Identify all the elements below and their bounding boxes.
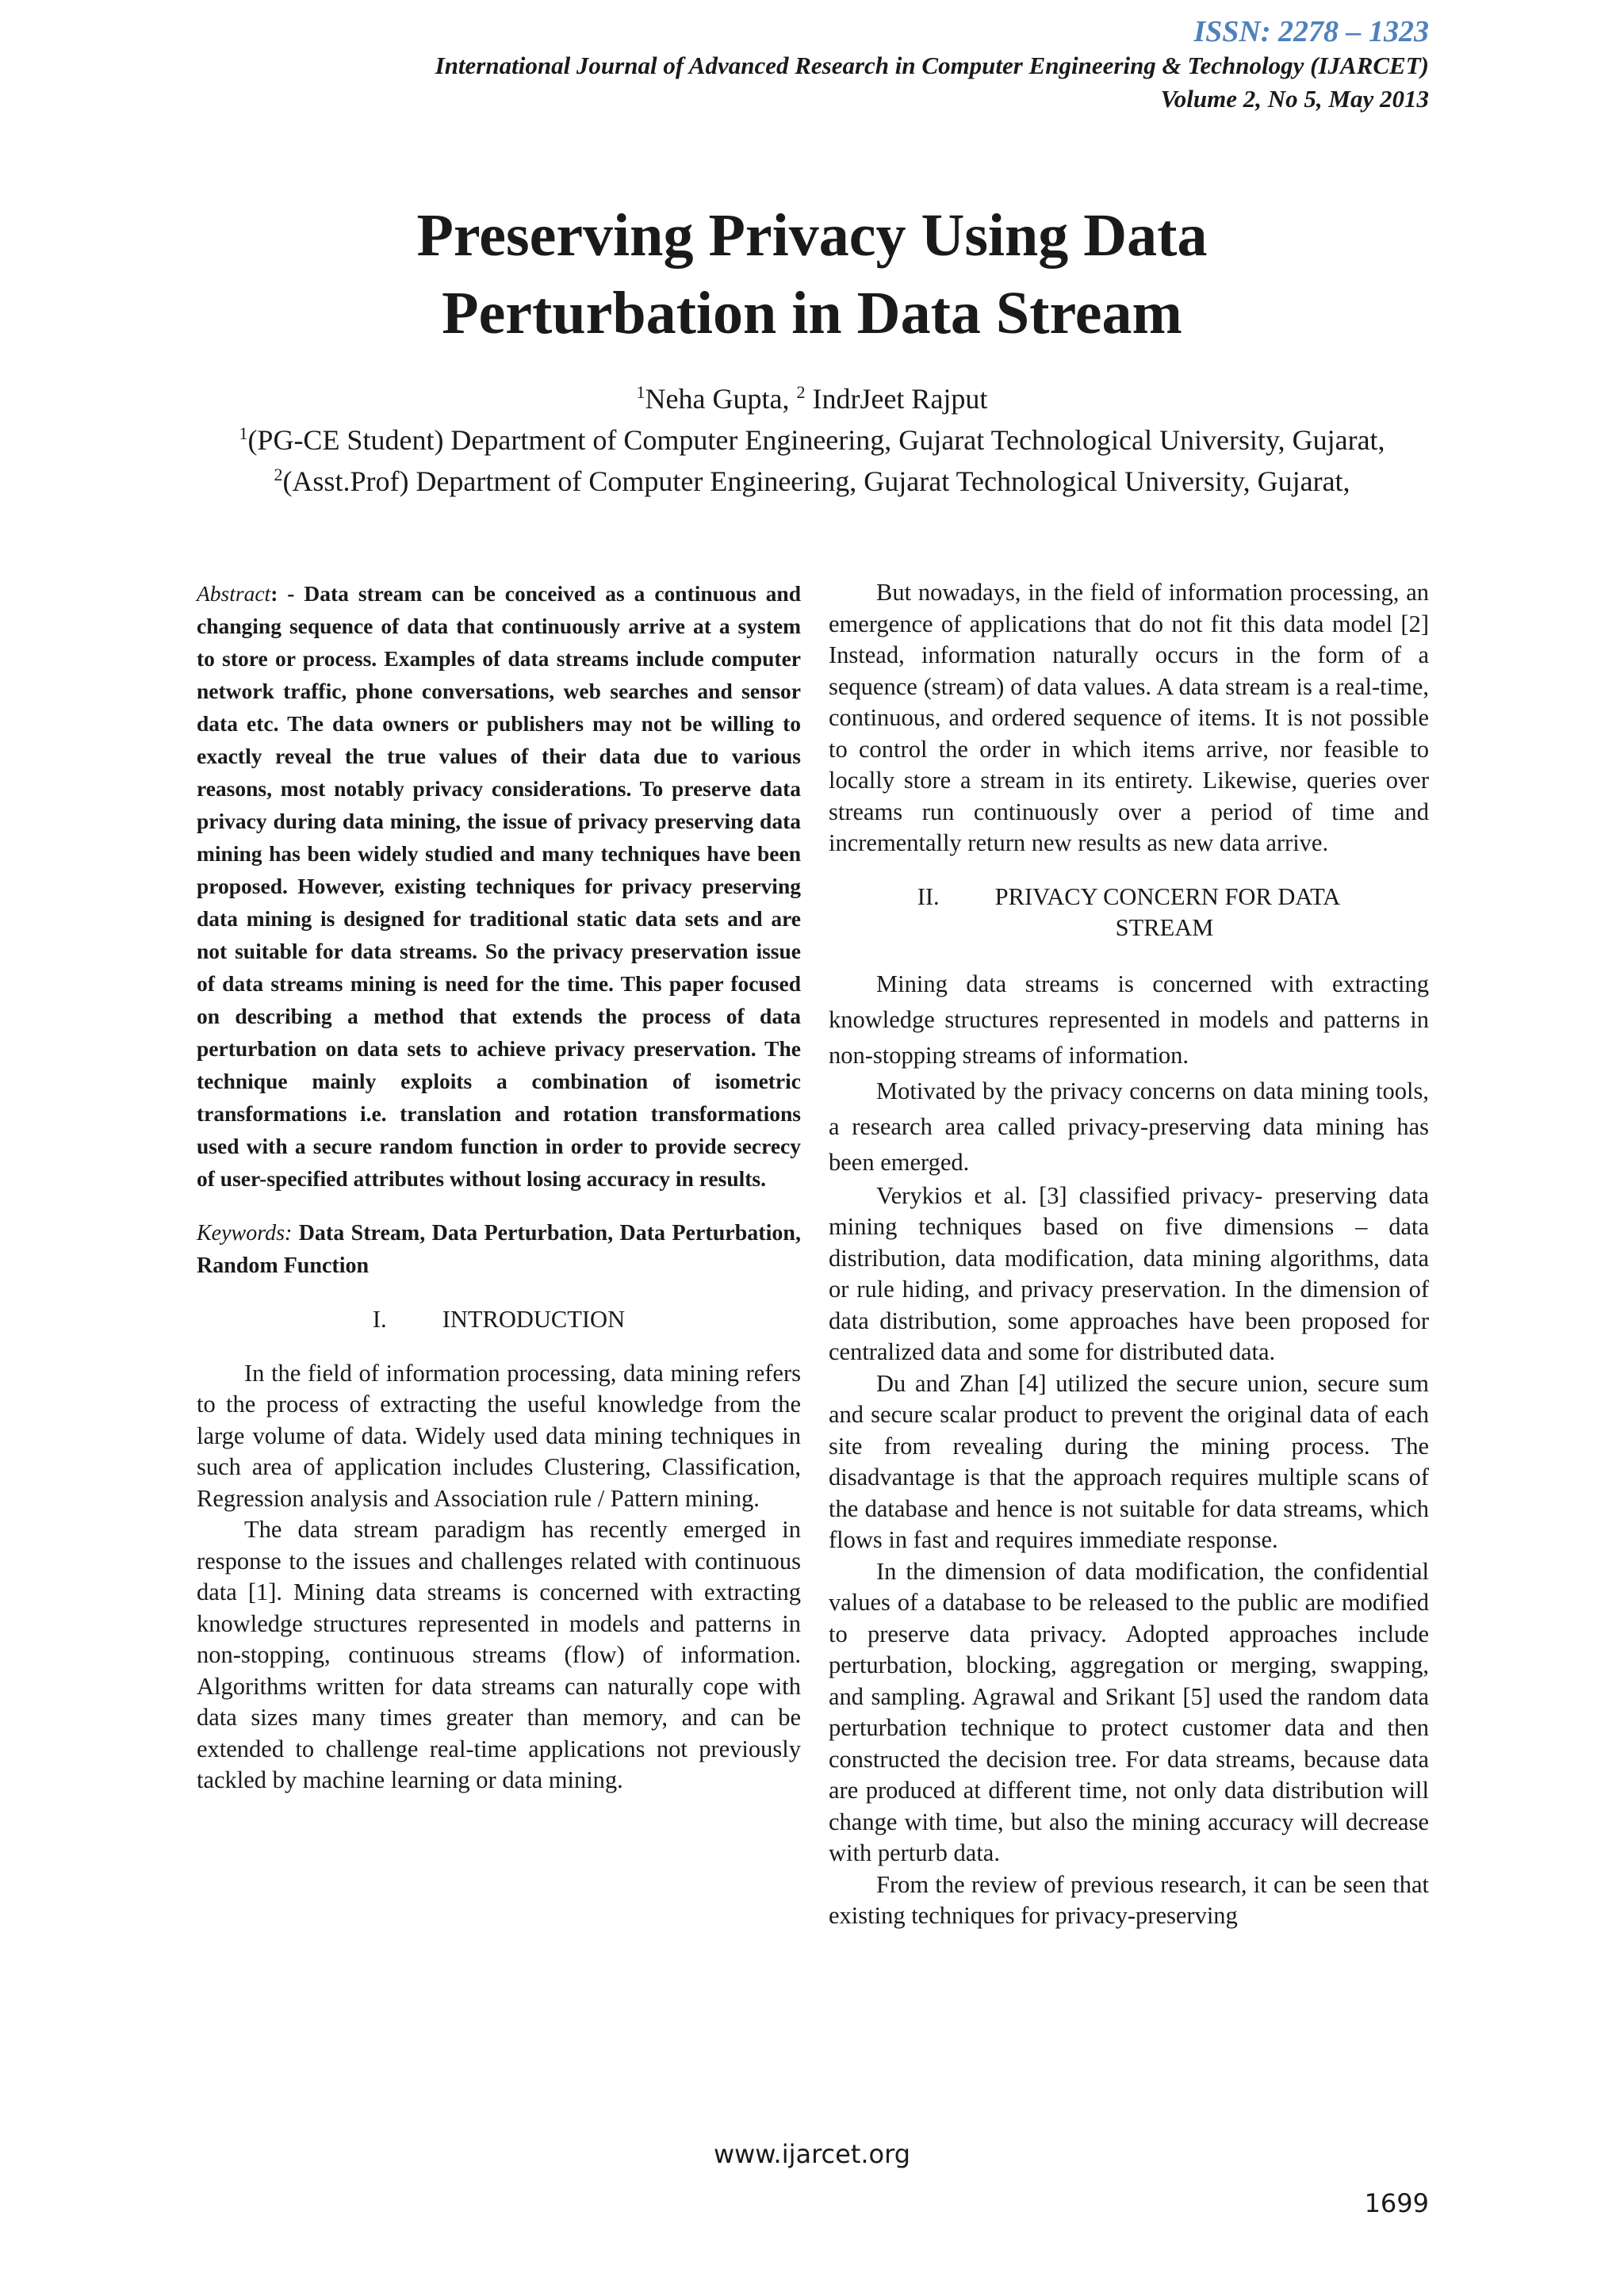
page-number: 1699	[1364, 2188, 1429, 2218]
title-line-2: Perturbation in Data Stream	[442, 280, 1182, 346]
author2: IndrJeet Rajput	[805, 383, 988, 415]
paper-title	[0, 197, 1624, 352]
left-column	[197, 577, 801, 1797]
section-2-heading	[829, 882, 1429, 944]
right-paragraph-1: But nowadays, in the field of information processing, an emergence of applications that do not fit this data model [2] Instead, information naturally occurs in the form of a sequence (stream) of data values. A data stream is a real-time, continuous, and ordered sequence of items. It is not possible to control the order in which items arrive, nor feasible to locally store a stream in its entirety. Likewise, queries over streams run continuously over a period of time and incrementally return new results as new data arrive.	[829, 579, 1429, 856]
section-2-title-line-1: PRIVACY CONCERN FOR DATA	[994, 882, 1341, 910]
aff2-sup: 2	[274, 465, 283, 484]
author2-sup: 2	[796, 382, 806, 402]
keywords-text: Data Stream, Data Perturbation, Data Perturbation, Random Function	[197, 1221, 801, 1278]
author-block	[0, 375, 1624, 499]
journal-volume: Volume 2, No 5, May 2013	[1160, 85, 1429, 113]
section-1-number: I.	[372, 1306, 387, 1333]
section2-paragraph-5: In the dimension of data modification, the confidential values of a database to be released to the public are modified to preserve data privacy. Adopted approaches include perturbation, blocking, aggregation or merging, swapping, and sampling. Agrawal and Srikant [5] used the random data perturbation technique to protect customer data and then constructed the decision tree. For data streams, because data are produced at different time, not only data distribution will change with time, but also the mining accuracy will decrease with perturb data.	[829, 1557, 1429, 1866]
intro-paragraph-1: In the field of information processing, data mining refers to the process of extracting the useful knowledge from the large volume of data. Widely used data mining techniques in such area of application includes Clustering, Classification, Regression analysis and Association rule / Pattern mining.	[197, 1359, 801, 1512]
section-2-title-line-2: STREAM	[1115, 914, 1214, 941]
section2-paragraph-1: Mining data streams is concerned with extracting knowledge structures represented in models and patterns in non-stopping streams of information.	[829, 970, 1429, 1069]
author-names	[0, 375, 1624, 416]
journal-header	[435, 49, 1429, 116]
footer-url: www.ijarcet.org	[713, 2139, 911, 2169]
section-1-title: INTRODUCTION	[442, 1306, 626, 1333]
keywords	[197, 1217, 801, 1282]
author1: Neha Gupta,	[645, 383, 797, 415]
affiliation-2	[0, 457, 1624, 499]
author1-sup: 1	[636, 382, 645, 402]
section2-paragraph-6: From the review of previous research, it can be seen that existing techniques for privacy-preserving	[829, 1870, 1429, 1929]
title-line-1: Preserving Privacy Using Data	[416, 202, 1208, 269]
journal-name: International Journal of Advanced Research in Computer Engineering & Technology (IJARCET)	[435, 52, 1429, 79]
aff1-text: (PG-CE Student) Department of Computer Engineering, Gujarat Technological University, Gujarat,	[247, 424, 1385, 456]
keywords-label: Keywords:	[197, 1221, 293, 1246]
section-1-heading	[197, 1304, 801, 1336]
section-2-number: II.	[917, 882, 940, 910]
abstract-text: : - Data stream can be conceived as a continuous and changing sequence of data that continuously arrive at a system to store or process. Examples of data streams include computer network traffic, phone conversations, web searches and sensor data etc. The data owners or publishers may not be willing to exactly reveal the true values of their data due to various reasons, most notably privacy considerations. To preserve data privacy during data mining, the issue of privacy preserving data mining has been widely studied and many techniques have been proposed. However, existing techniques for privacy preserving data mining is designed for traditional static data sets and are not suitable for data streams. So the privacy preservation issue of data streams mining is need for the time. This paper focused on describing a method that extends the process of data perturbation on data sets to achieve privacy preservation. The technique mainly exploits a combination of isometric transformations i.e. translation and rotation transformations used with a secure random function in order to provide secrecy of user-specified attributes without losing accuracy in results.	[197, 581, 801, 1191]
abstract-label: Abstract	[197, 581, 271, 606]
issn-header: ISSN: 2278 – 1323	[1193, 15, 1429, 48]
section2-paragraph-2: Motivated by the privacy concerns on data mining tools, a research area called privacy-preserving data mining has been emerged.	[829, 1077, 1429, 1176]
aff2-text: (Asst.Prof) Department of Computer Engineering, Gujarat Technological University, Gujarat,	[282, 465, 1350, 497]
abstract	[197, 577, 801, 1195]
section2-paragraph-4: Du and Zhan [4] utilized the secure union, secure sum and secure scalar product to prevent the original data of each site from revealing during the mining process. The disadvantage is that the approach requires multiple scans of the database and hence is not suitable for data streams, which flows in fast and requires immediate response.	[829, 1369, 1429, 1553]
intro-paragraph-2: The data stream paradigm has recently emerged in response to the issues and challenges related with continuous data [1]. Mining data streams is concerned with extracting knowledge structures represented in models and patterns in non-stopping, continuous streams (flow) of information. Algorithms written for data streams can naturally cope with data sizes many times greater than memory, and can be extended to challenge real-time applications not previously tackled by machine learning or data mining.	[197, 1516, 801, 1793]
affiliation-1	[0, 416, 1624, 457]
section2-paragraph-3: Verykios et al. [3] classified privacy- preserving data mining techniques based on five dimensions – data distribution, data modification, data mining algorithms, data or rule hiding, and privacy preservation. In the dimension of data distribution, some approaches have been proposed for centralized data and some for distributed data.	[829, 1181, 1429, 1365]
right-column	[829, 577, 1429, 1932]
aff1-sup: 1	[239, 423, 248, 443]
